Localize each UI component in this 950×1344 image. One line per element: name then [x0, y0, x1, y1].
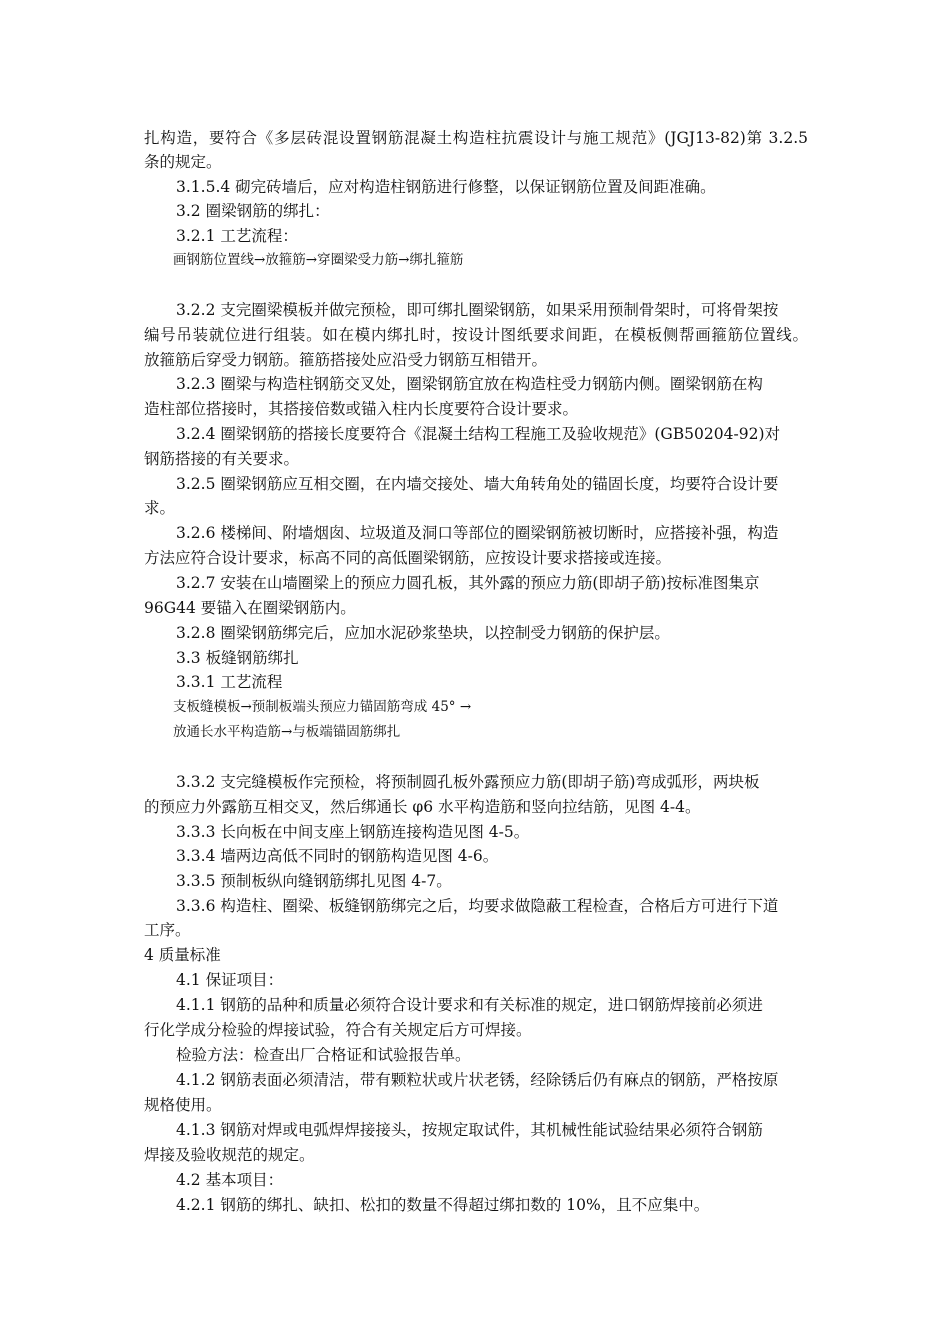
text-line: 3.2.6 楼梯间、附墙烟囱、垃圾道及洞口等部位的圈梁钢筋被切断时，应搭接补强，构造	[176, 524, 779, 542]
subsection-heading: 3.3.1 工艺流程	[176, 673, 283, 691]
text-line: 检验方法：检查出厂合格证和试验报告单。	[176, 1046, 471, 1064]
text-line: 3.3.4 墙两边高低不同时的钢筋构造见图 4-6。	[176, 847, 499, 865]
text-line: 4.2.1 钢筋的绑扎、缺扣、松扣的数量不得超过绑扣数的 10%，且不应集中。	[176, 1196, 710, 1214]
text-line: 方法应符合设计要求，标高不同的高低圈梁钢筋，应按设计要求搭接或连接。	[144, 549, 672, 567]
text-line: 3.1.5.4 砌完砖墙后，应对构造柱钢筋进行修整，以保证钢筋位置及间距准确。	[176, 178, 716, 196]
section-heading: 4.1 保证项目：	[176, 971, 284, 989]
text-line: 3.2.5 圈梁钢筋应互相交圈，在内墙交接处、墙大角转角处的锚固长度，均要符合设计要	[176, 475, 779, 493]
section-heading: 3.3 板缝钢筋绑扎	[176, 649, 299, 667]
text-line: 3.3.6 构造柱、圈梁、板缝钢筋绑完之后，均要求做隐蔽工程检查，合格后方可进行下道	[176, 897, 779, 915]
process-flow: 放通长水平构造筋→与板端锚固筋绑扎	[173, 724, 401, 740]
section-heading: 3.2 圈梁钢筋的绑扎：	[176, 202, 330, 220]
text-line: 的预应力外露筋互相交叉，然后绑通长 φ6 水平构造筋和竖向拉结筋，见图 4-4。	[144, 798, 701, 816]
text-line: 3.2.8 圈梁钢筋绑完后，应加水泥砂浆垫块，以控制受力钢筋的保护层。	[176, 624, 670, 642]
chapter-heading: 4 质量标准	[144, 946, 221, 964]
process-flow: 支板缝模板→预制板端头预应力锚固筋弯成 45° →	[173, 699, 472, 715]
text-line: 96G44 要锚入在圈梁钢筋内。	[144, 599, 356, 617]
text-line: 焊接及验收规范的规定。	[144, 1146, 315, 1164]
text-line: 4.1.1 钢筋的品种和质量必须符合设计要求和有关标准的规定，进口钢筋焊接前必须进	[176, 996, 763, 1014]
subsection-heading: 3.2.1 工艺流程：	[176, 227, 298, 245]
text-line: 3.3.3 长向板在中间支座上钢筋连接构造见图 4-5。	[176, 823, 530, 841]
text-line: 行化学成分检验的焊接试验，符合有关规定后方可焊接。	[144, 1021, 532, 1039]
text-line: 造柱部位搭接时，其搭接倍数或锚入柱内长度要符合设计要求。	[144, 400, 579, 418]
text-line: 扎构造，要符合《多层砖混设置钢筋混凝土构造柱抗震设计与施工规范》(JGJ13-82)第 3.2.5	[144, 129, 808, 147]
text-line: 规格使用。	[144, 1096, 222, 1114]
text-line: 4.1.2 钢筋表面必须清洁，带有颗粒状或片状老锈，经除锈后仍有麻点的钢筋，严格按原	[176, 1071, 779, 1089]
text-line: 条的规定。	[144, 153, 222, 171]
process-flow: 画钢筋位置线→放箍筋→穿圈梁受力筋→绑扎箍筋	[173, 252, 464, 268]
text-line: 钢筋搭接的有关要求。	[144, 450, 300, 468]
text-line: 编号吊装就位进行组装。如在模内绑扎时，按设计图纸要求间距，在模板侧帮画箍筋位置线。	[144, 326, 808, 344]
text-line: 3.2.7 安装在山墙圈梁上的预应力圆孔板，其外露的预应力筋(即胡子筋)按标准图集京	[176, 574, 760, 592]
text-line: 3.2.2 支完圈梁模板并做完预检，即可绑扎圈梁钢筋，如果采用预制骨架时，可将骨架按	[176, 301, 779, 319]
text-line: 放箍筋后穿受力钢筋。箍筋搭接处应沿受力钢筋互相错开。	[144, 351, 548, 369]
text-line: 求。	[144, 499, 176, 517]
text-line: 3.3.2 支完缝模板作完预检，将预制圆孔板外露预应力筋(即胡子筋)弯成弧形，两块板	[176, 773, 760, 791]
text-line: 3.2.4 圈梁钢筋的搭接长度要符合《混凝土结构工程施工及验收规范》(GB50204-92)对	[176, 425, 781, 443]
text-line: 3.2.3 圈梁与构造柱钢筋交叉处，圈梁钢筋宜放在构造柱受力钢筋内侧。圈梁钢筋在构	[176, 375, 763, 393]
text-line: 4.1.3 钢筋对焊或电弧焊焊接接头，按规定取试件，其机械性能试验结果必须符合钢筋	[176, 1121, 763, 1139]
text-line: 工序。	[144, 921, 191, 939]
text-line: 3.3.5 预制板纵向缝钢筋绑扎见图 4-7。	[176, 872, 452, 890]
section-heading: 4.2 基本项目：	[176, 1171, 284, 1189]
